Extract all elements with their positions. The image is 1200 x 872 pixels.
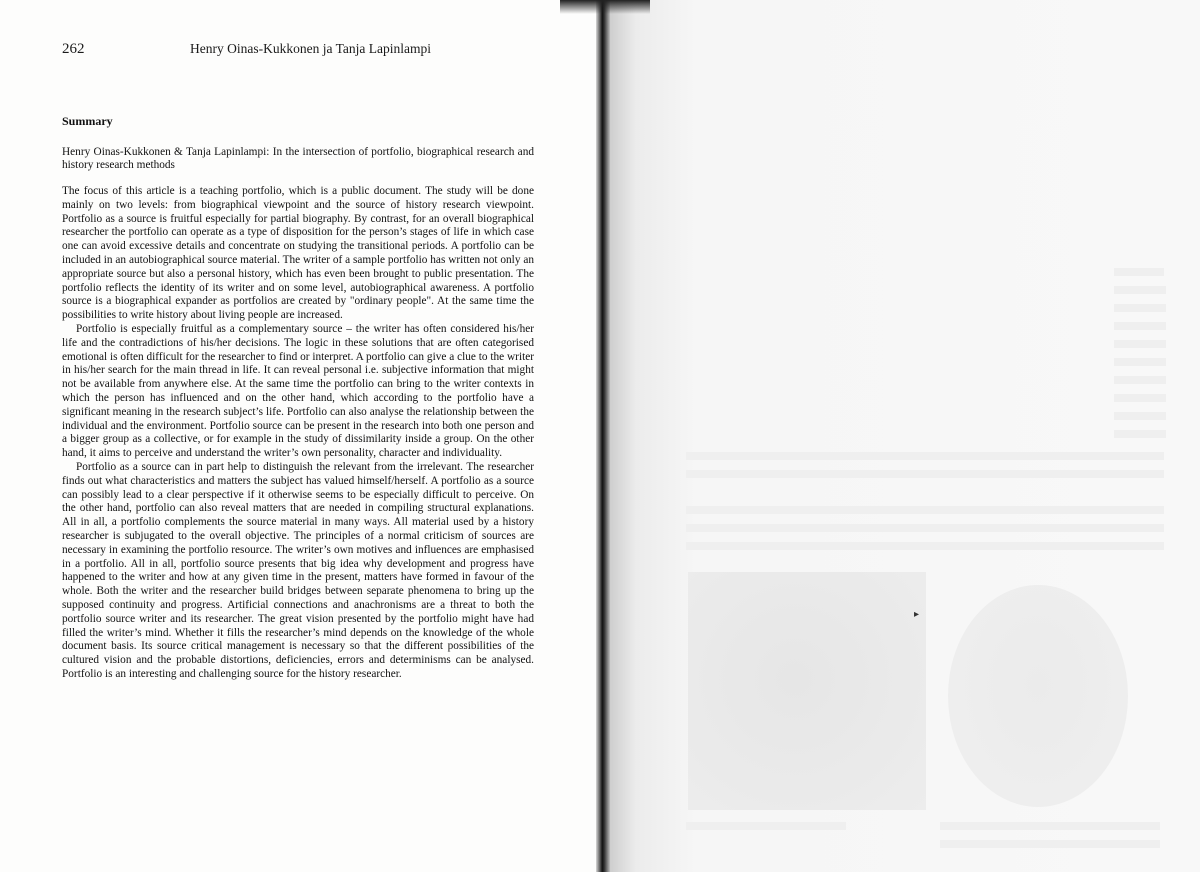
running-head: Henry Oinas-Kukkonen ja Tanja Lapinlampi xyxy=(190,41,431,56)
summary-title: Summary xyxy=(62,114,113,128)
bleed-through-photo xyxy=(688,572,926,810)
scan-shadow xyxy=(560,0,650,14)
paragraph: Portfolio as a source can in part help to distinguish the relevant from the irrelevant. The researcher finds out what characteristics and matters the subject has valued himself/herself. A portfolio as a source can possibly lead to a clear perspective if it otherwise seems to be especially difficult to perceive. On the other hand, portfolio can also reveal matters that are needed in compiling structural explanations. All in all, a portfolio complements the source material in many ways. All material used by a history researcher is subjugated to the overall objective. The principles of a normal criticism of sources are necessary in examining the portfolio resource. The writer’s own motives and influences are emphasised in a portfolio. All in all, portfolio source presents that big idea why development and progress have happened to the writer and how at any given time in the present, matters have formed in favour of the whole. Both the writer and the researcher build bridges between separate phenomena to bring up the supposed continuity and progress. Artificial connections and anachronisms are a threat to both the portfolio source writer and its researcher. The great vision presented by the portfolio might have had filled the writer’s mind. Whether it fills the researcher’s mind depends on the knowledge of the whole document basis. Its source critical management is necessary so that the different possibilities of the cultured vision and the probable distortions, deficiencies, errors and determinisms can be analysed. Portfolio is an interesting and challenging source for the history researcher. xyxy=(62,460,534,680)
paragraph: The focus of this article is a teaching portfolio, which is a public document. The study will be done mainly on two levels: from biographical viewpoint and the source of history research viewpoint. Portfolio as a source is fruitful especially for partial biography. By contrast, for an overall biographical researcher the portfolio can operate as a type of disposition for the person’s stages of life in which case one can avoid excessive details and concentrate on studying the transitional periods. A portfolio can be included in an autobiographical source material. The writer of a sample portfolio has written not only an appropriate source but also a personal history, which has even been brought to public presentation. The portfolio reflects the identity of its writer and on some level, autobiographical awareness. A portfolio source is a biographical expander as portfolios are created by "ordinary people". At the same time the possibilities to write history about living people are increased. xyxy=(62,185,534,322)
margin-mark: ▸ xyxy=(914,609,920,620)
page-number: 262 xyxy=(62,41,85,57)
article-subtitle: Henry Oinas-Kukkonen & Tanja Lapinlampi: In the intersection of portfolio, biographical research and history research methods xyxy=(62,146,534,172)
page-header xyxy=(62,41,542,61)
summary-body xyxy=(62,185,534,682)
book-gutter xyxy=(596,0,610,872)
bleed-through-portrait xyxy=(948,585,1128,807)
paragraph: Portfolio is especially fruitful as a complementary source – the writer has often considered his/her life and the contradictions of his/her decisions. The logic in these solutions that are often categorised emotional is often difficult for the researcher to find or interpret. A portfolio can give a clue to the writer in his/her search for the main thread in life. It can reveal personal i.e. subjective information that might not be available from anywhere else. At the same time the portfolio can bring to the writer contexts in which the person has influenced and on the other hand, which according to the portfolio have a significant meaning in the research subject’s life. Portfolio can also analyse the relationship between the individual and the environment. Portfolio source can be present in the research into both one person and a bigger group as a collective, or for example in the study of dissimilarity inside a group. On the other hand, it aims to perceive and understand the writer’s own personality, character and individuality. xyxy=(62,322,534,460)
